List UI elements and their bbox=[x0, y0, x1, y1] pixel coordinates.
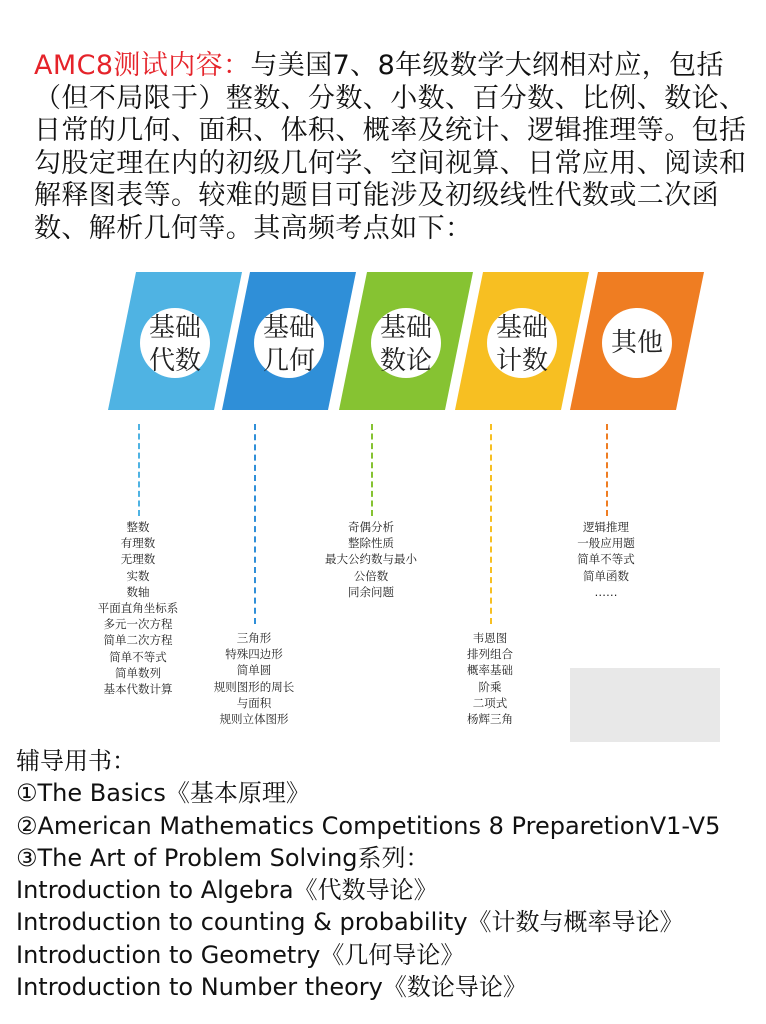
topic-item: 规则立体图形 bbox=[219, 712, 289, 727]
topic-item: 概率基础 bbox=[467, 663, 513, 678]
card-label: 基础 几何 bbox=[262, 313, 315, 376]
topic-item: 阶乘 bbox=[478, 679, 502, 694]
connector-algebra bbox=[138, 424, 140, 516]
topic-list-number-theory bbox=[311, 519, 431, 600]
blurred-area bbox=[570, 668, 720, 742]
reference-books bbox=[16, 745, 720, 1003]
topic-item: 奇偶分析 bbox=[348, 520, 394, 534]
topic-item: 平面直角坐标系 bbox=[97, 601, 179, 616]
topic-item: 二项式 bbox=[472, 695, 508, 710]
card-label: 基础 代数 bbox=[148, 313, 201, 376]
topic-item: 基本代数计算 bbox=[103, 682, 173, 697]
topic-item: 简单函数 bbox=[583, 568, 629, 583]
category-card-geometry bbox=[222, 272, 354, 410]
topic-item: 有理数 bbox=[120, 536, 156, 551]
topic-item: 多元一次方程 bbox=[103, 617, 173, 632]
book-line: Introduction to Geometry《几何导论》 bbox=[16, 940, 465, 969]
topic-item: 最大公约数与最小 bbox=[325, 552, 417, 567]
topic-item: 杨辉三角 bbox=[467, 712, 513, 727]
topic-list-other bbox=[546, 519, 666, 600]
book-line: Introduction to Algebra《代数导论》 bbox=[16, 876, 438, 905]
topic-item: 整数 bbox=[126, 520, 150, 534]
topic-item: 逻辑推理 bbox=[583, 520, 629, 534]
topic-item: 简单不等式 bbox=[577, 552, 635, 567]
card-label: 基础 计数 bbox=[495, 313, 548, 376]
topic-item: 简单数列 bbox=[115, 665, 161, 680]
topic-item: 一般应用题 bbox=[577, 536, 635, 551]
topic-item: 公倍数 bbox=[353, 568, 389, 583]
topic-list-geometry bbox=[194, 630, 314, 727]
book-line: ①The Basics《基本原理》 bbox=[16, 779, 310, 808]
books-heading: 辅导用书： bbox=[16, 747, 136, 775]
card-label: 其他 bbox=[610, 328, 663, 358]
book-line: ③The Art of Problem Solving系列： bbox=[16, 843, 430, 872]
topic-item: 数轴 bbox=[126, 584, 150, 599]
topic-list-counting bbox=[430, 630, 550, 727]
topic-item: 简单不等式 bbox=[109, 649, 167, 664]
category-card-number-theory bbox=[339, 272, 471, 410]
topic-item: 与面积 bbox=[236, 695, 272, 710]
intro-lead: AMC8测试内容： bbox=[34, 50, 251, 81]
connector-other bbox=[606, 424, 608, 516]
topic-item: …… bbox=[594, 584, 618, 599]
topic-item: 简单圆 bbox=[236, 663, 272, 678]
topic-item: 规则图形的周长 bbox=[213, 679, 295, 694]
topic-item: 排列组合 bbox=[467, 647, 513, 662]
book-line: ②American Mathematics Competitions 8 PreparetionV1-V5 bbox=[16, 811, 721, 840]
topic-item: 特殊四边形 bbox=[225, 647, 283, 662]
connector-number-theory bbox=[371, 424, 373, 516]
topic-item: 同余问题 bbox=[348, 584, 394, 599]
intro-paragraph bbox=[34, 50, 750, 245]
category-card-algebra bbox=[108, 272, 240, 410]
topic-item: 三角形 bbox=[236, 631, 272, 645]
category-card-counting bbox=[455, 272, 587, 410]
topic-item: 实数 bbox=[126, 568, 150, 583]
topic-item: 无理数 bbox=[120, 552, 156, 567]
connector-geometry bbox=[254, 424, 256, 624]
topic-item: 简单二次方程 bbox=[103, 633, 173, 648]
category-card-other bbox=[570, 272, 702, 410]
topic-item: 整除性质 bbox=[348, 536, 394, 551]
topic-list-algebra bbox=[78, 519, 198, 697]
book-line: Introduction to counting & probability《计数与概率导论》 bbox=[16, 908, 684, 937]
connector-counting bbox=[490, 424, 492, 624]
book-line: Introduction to Number theory《数论导论》 bbox=[16, 973, 527, 1002]
topic-item: 韦恩图 bbox=[472, 631, 508, 645]
intro-body: 与美国7、8年级数学大纲相对应，包括（但不局限于）整数、分数、小数、百分数、比例、数论、日常的几何、面积、体积、概率及统计、逻辑推理等。包括勾股定理在内的初级几何学、空间视算、日常应用、阅读和解释图表等。较难的题目可能涉及初级线性代数或二次函数、解析几何等。其高频考点如下： bbox=[34, 50, 747, 244]
card-label: 基础 数论 bbox=[379, 313, 432, 376]
